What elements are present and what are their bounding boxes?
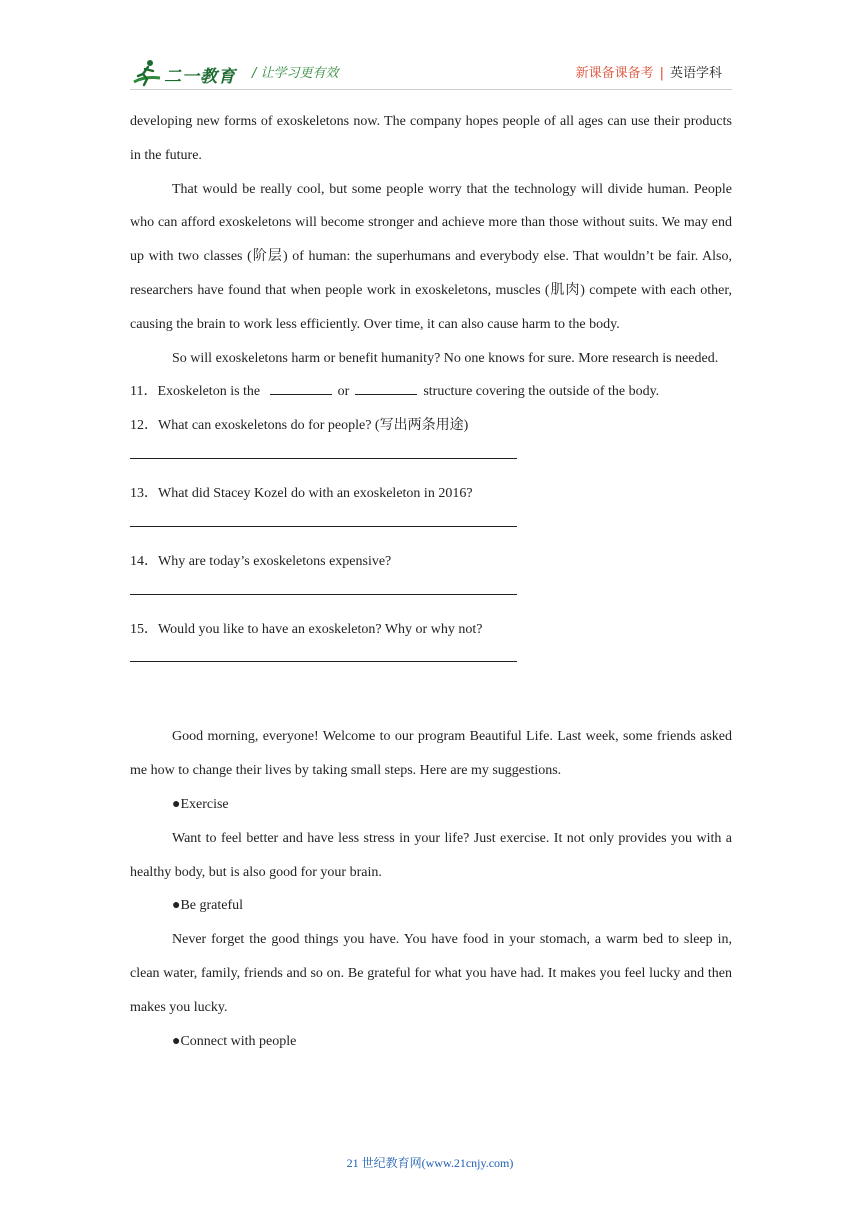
question-11 — [130, 375, 732, 409]
section-heading: ●Exercise — [172, 796, 229, 812]
logo — [130, 56, 250, 90]
answer-line[interactable] — [130, 525, 517, 527]
header-divider — [130, 89, 732, 90]
answer-blank[interactable] — [355, 382, 417, 395]
question-text: What can exoskeletons do for people? (写出两条用途) — [158, 418, 469, 434]
header-subject: 英语学科 — [669, 66, 722, 81]
question-15 — [130, 613, 732, 647]
question-number: 13． — [130, 485, 158, 501]
section-gap — [130, 680, 732, 720]
answer-line[interactable] — [130, 593, 517, 595]
passage2-paragraph: Want to feel better and have less stress in your life? Just exercise. It not only provides you with a healthy body, but is also good for your brain. — [130, 830, 732, 880]
passage2-paragraph: Never forget the good things you have. You have food in your stomach, a warm bed to sleep in, clean water, family, friends and so on. Be grateful for what you have had. It makes you feel lucky and then makes you lucky. — [130, 932, 732, 1015]
page-header — [130, 56, 732, 90]
answer-blank[interactable] — [270, 382, 332, 395]
question-12 — [130, 409, 732, 443]
question-13 — [130, 477, 732, 511]
question-number: 12． — [130, 418, 158, 434]
question-text: or — [337, 384, 350, 400]
question-text: Exoskeleton is the — [157, 384, 261, 400]
page-content — [130, 105, 732, 1058]
question-number: 14． — [130, 553, 158, 569]
section-heading: ●Connect with people — [172, 1033, 297, 1049]
question-text: structure covering the outside of the body. — [423, 384, 660, 400]
passage1-paragraph: That would be really cool, but some people worry that the technology will divide human. People who can afford exoskeletons will become stronger and achieve more than those without suits. We may end up with two classes (阶层) of human: the superhumans and everybody else. That wouldn’t be fair. Also, researchers have found that when people work in exoskeletons, muscles (肌肉) compete with each other, causing the brain to work less efficiently. Over time, it can also cause harm to the body. — [130, 181, 732, 332]
section-heading: ●Be grateful — [172, 898, 244, 914]
header-separator: | — [659, 66, 664, 81]
logo-text: 二一教育 — [164, 67, 236, 87]
passage2-intro: Good morning, everyone! Welcome to our program Beautiful Life. Last week, some friends asked me how to change their lives by taking small steps. Here are my suggestions. — [130, 729, 732, 779]
answer-line[interactable] — [130, 660, 517, 662]
slogan: / 让学习更有效 — [252, 66, 339, 81]
question-text: Would you like to have an exoskeleton? Why or why not? — [158, 621, 483, 637]
question-text: Why are today’s exoskeletons expensive? — [158, 553, 392, 569]
header-course-label: 新课备课备考 — [575, 66, 654, 81]
passage1-paragraph: developing new forms of exoskeletons now. The company hopes people of all ages can use their products in the future. — [130, 114, 732, 163]
page-footer: 21 世纪教育网(www.21cnjy.com) — [346, 1156, 514, 1170]
passage1-paragraph: So will exoskeletons harm or benefit humanity? No one knows for sure. More research is needed. — [172, 350, 719, 366]
question-text: What did Stacey Kozel do with an exoskeleton in 2016? — [158, 485, 473, 501]
runner-logo-icon — [130, 56, 164, 90]
question-number: 15． — [130, 621, 158, 637]
question-number: 11． — [130, 384, 158, 400]
answer-line[interactable] — [130, 457, 517, 459]
question-14 — [130, 545, 732, 579]
header-right — [576, 62, 722, 81]
